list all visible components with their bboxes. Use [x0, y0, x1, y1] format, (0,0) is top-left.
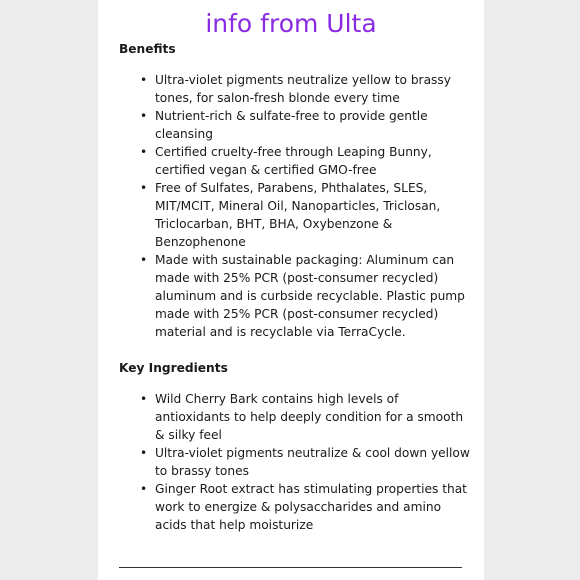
list-item — [138, 107, 474, 143]
list-item-text: Nutrient-rich & sulfate-free to provide gentle cleansing — [155, 109, 428, 141]
list-item-text: Certified cruelty-free through Leaping Bunny, certified vegan & certified GMO-free — [155, 145, 432, 177]
list-item — [138, 444, 474, 480]
benefits-list — [138, 71, 474, 341]
divider-line — [119, 567, 462, 568]
list-item — [138, 71, 474, 107]
list-item — [138, 251, 474, 341]
bullet-icon: • — [140, 253, 148, 267]
bullet-icon: • — [140, 482, 148, 496]
list-item-text: Ginger Root extract has stimulating properties that work to energize & polysaccharides and amino acids that help moisturize — [155, 482, 467, 532]
list-item — [138, 480, 474, 534]
list-item — [138, 143, 474, 179]
list-item-text: Made with sustainable packaging: Aluminum can made with 25% PCR (post-consumer recycled) aluminum and is curbside recyclable. Plastic pump made with 25% PCR (post-consumer recycled) material and is recyclable via TerraCycle. — [155, 253, 465, 339]
key-ingredients-heading: Key Ingredients — [119, 361, 228, 375]
page-title: info from Ulta — [205, 9, 377, 38]
key-ingredients-list — [138, 390, 474, 534]
bullet-icon: • — [140, 181, 148, 195]
bullet-icon: • — [140, 73, 148, 87]
list-item — [138, 179, 474, 251]
product-info-page — [98, 0, 484, 580]
bullet-icon: • — [140, 446, 148, 460]
benefits-heading: Benefits — [119, 42, 176, 56]
bullet-icon: • — [140, 109, 148, 123]
list-item-text: Free of Sulfates, Parabens, Phthalates, SLES, MIT/MCIT, Mineral Oil, Nanoparticles, Triclosan, Triclocarban, BHT, BHA, Oxybenzone & Benzophenone — [155, 181, 441, 249]
list-item — [138, 390, 474, 444]
list-item-text: Wild Cherry Bark contains high levels of antioxidants to help deeply condition for a smooth & silky feel — [155, 392, 464, 442]
bullet-icon: • — [140, 392, 148, 406]
bullet-icon: • — [140, 145, 148, 159]
list-item-text: Ultra-violet pigments neutralize yellow to brassy tones, for salon-fresh blonde every time — [155, 73, 451, 105]
list-item-text: Ultra-violet pigments neutralize & cool down yellow to brassy tones — [155, 446, 470, 478]
